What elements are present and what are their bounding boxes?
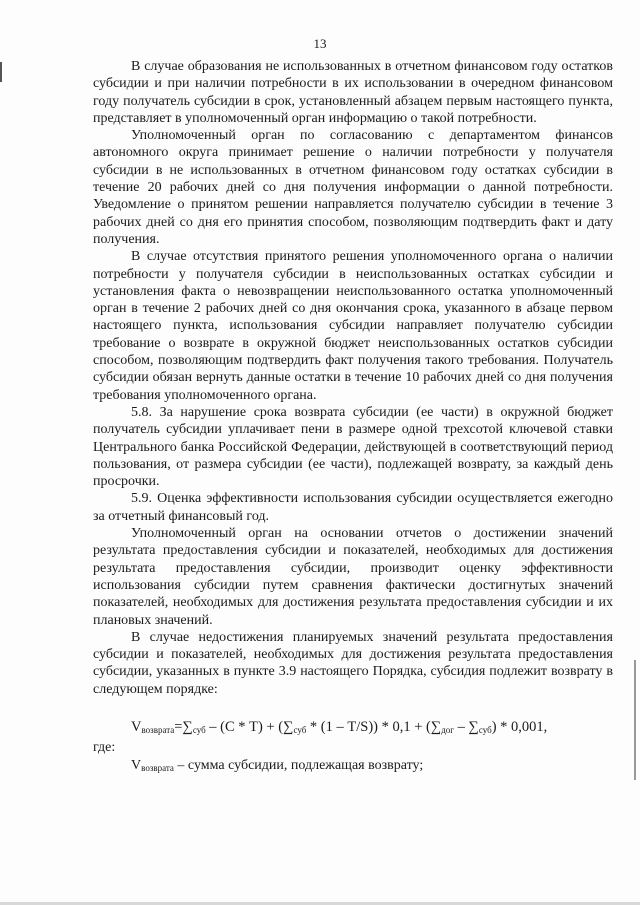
formula-part-2: * (1 – Т/S)) * 0,1 + (: [306, 718, 431, 735]
formula-equals: =: [174, 718, 183, 735]
scan-edge-mark-right: [634, 660, 636, 780]
formula-part-1: – (С * Т) + (: [205, 718, 284, 735]
paragraph-unused-balance: В случае образования не использованных в отчетном финансовом году остатков субсидии и при наличии потребности в их использовании в очередном финансовом году получатель субсидии в срок, установленный абзацем первым настоящего пункта, представляет в уполномоченный орган информацию о такой потребности.: [93, 59, 613, 126]
formula-part-3: –: [454, 718, 469, 735]
formula-sum-3-subscript: дог: [441, 724, 454, 735]
formula-lhs-subscript: возврата: [141, 724, 175, 735]
paragraph-refund-order: В случае недостижения планируемых значений результата предоставления субсидии и показателей, необходимых для достижения результата предоставления субсидии, указанных в пункте 3.9 настоящего Порядка, субсидия подлежит возврату в следующем порядке:: [93, 629, 613, 697]
refund-formula: [131, 719, 613, 739]
paragraph-5-9-evaluation: 5.9. Оценка эффективности использования субсидии осуществляется ежегодно за отчетный финансовый год.: [93, 491, 613, 524]
page-number: 13: [313, 36, 327, 51]
definition-symbol-subscript: возврата: [141, 762, 174, 773]
definition-v-refund: [93, 757, 613, 777]
document-body: [93, 58, 613, 777]
formula-sum-1: ∑: [182, 718, 193, 735]
formula-part-4: ) * 0,001,: [491, 718, 548, 735]
definition-symbol: V: [131, 757, 142, 773]
scan-edge-mark-left: [0, 62, 2, 82]
where-label: где:: [93, 740, 116, 756]
paragraph-no-decision: В случае отсутствия принятого решения уполномоченного органа о наличии потребности у получателя субсидии в неиспользованных остатках субсидии и установления факта о невозвращении неиспользованного остатка уполномоченный орган в течение 2 рабочих дней со дня окончания срока, указанного в абзаце первом настоящего пункта, использования субсидии направляет получателю субсидии требование о возврате в окружной бюджет неиспользованных остатков субсидии способом, позволяющим подтвердить факт получения такого требования. Получатель субсидии обязан вернуть данные остатки в течение 10 рабочих дней со дня получения требования уполномоченного органа.: [93, 249, 613, 403]
formula-sum-2-subscript: суб: [293, 724, 307, 735]
formula-sum-2: ∑: [283, 718, 294, 735]
formula-sum-4-subscript: суб: [478, 724, 492, 735]
paragraph-5-8-penalty: 5.8. За нарушение срока возврата субсидии (ее части) в окружной бюджет получатель субсидии уплачивает пени в размере одной трехсотой ключевой ставки Центрального банка Российской Федерации, действующей в соответствующий период пользования, от размера субсидии (ее части), подлежащей возврату, за каждый день просрочки.: [93, 404, 613, 490]
formula-lhs: V: [131, 718, 142, 735]
formula-sum-4: ∑: [468, 718, 479, 735]
paragraph-authority-decision: Уполномоченный орган по согласованию с департаментом финансов автономного округа принимает решение о наличии потребности у получателя субсидии в не использованных в отчетном финансовом году остатках субсидии в течение 20 рабочих дней со дня получения информации о данной потребности. Уведомление о принятом решении направляется получателю субсидии в течение 3 рабочих дней со дня его принятия способом, позволяющим подтвердить факт и дату получения.: [93, 128, 613, 247]
formula-sum-1-subscript: суб: [192, 724, 206, 735]
formula-sum-3: ∑: [430, 718, 442, 735]
definition-text: – сумма субсидии, подлежащая возврату;: [173, 757, 424, 773]
paragraph-evaluation-method: Уполномоченный орган на основании отчетов о достижении значений результата предоставления субсидии и показателей, необходимых для достижения результата предоставления субсидии, производит оценку эффективности использования субсидии путем сравнения фактически достигнутых значений показателей, необходимых для достижения результата предоставления субсидии и их плановых значений.: [93, 526, 613, 628]
